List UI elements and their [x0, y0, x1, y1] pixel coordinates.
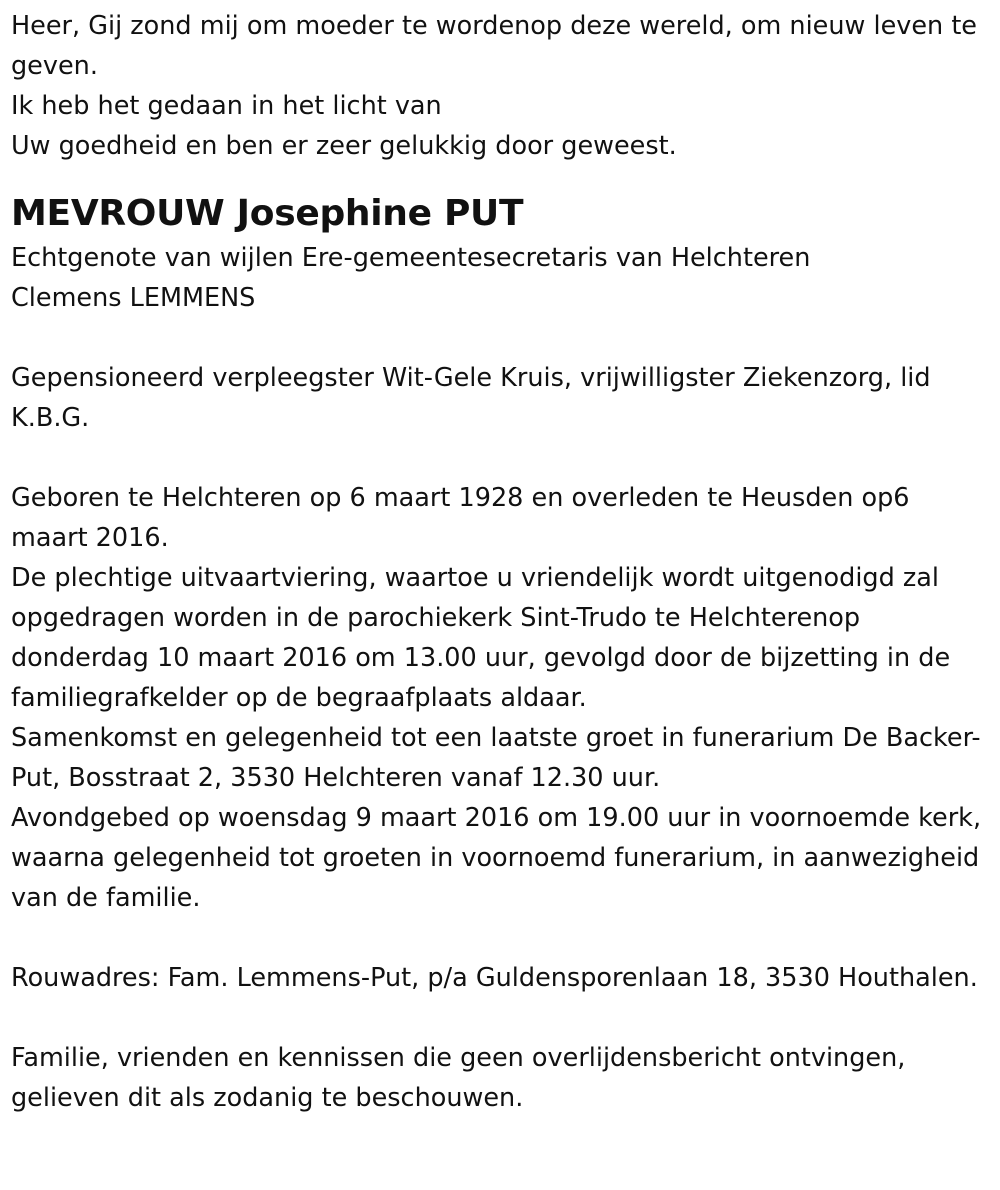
gathering-text: Samenkomst en gelegenheid tot een laatste groet in funerarium De Backer-Put, Bosstraat 2, 3530 Helchteren vanaf 12.30 uur.: [11, 723, 981, 793]
evening-prayer-text: Avondgebed op woensdag 9 maart 2016 om 19.00 uur in voornoemde kerk, waarna gelegenheid tot groeten in voornoemd funerarium, in aanwezigheid van de familie.: [11, 803, 982, 913]
intro-verse-line-2: Ik heb het gedaan in het licht van: [11, 91, 442, 121]
spacer: [11, 166, 991, 190]
relation-line-2: Clemens LEMMENS: [11, 283, 256, 313]
funeral-text: De plechtige uitvaartviering, waartoe u vriendelijk wordt uitgenodigd zal opgedragen worden in de parochiekerk Sint-Trudo te Helchterenop donderdag 10 maart 2016 om 13.00 uur, gevolgd door de bijzetting in de familiegrafkelder op de begraafplaats aldaar.: [11, 563, 951, 713]
mourning-address: Rouwadres: Fam. Lemmens-Put, p/a Guldensporenlaan 18, 3530 Houthalen.: [11, 963, 978, 993]
intro-verse-line-1: Heer, Gij zond mij om moeder te wordenop deze wereld, om nieuw leven te geven.: [11, 11, 977, 81]
occupation-text: Gepensioneerd verpleegster Wit-Gele Kruis, vrijwilligster Ziekenzorg, lid K.B.G.: [11, 363, 931, 433]
spacer: [11, 918, 991, 958]
spacer: [11, 998, 991, 1038]
closing-text: Familie, vrienden en kennissen die geen overlijdensbericht ontvingen, gelieven dit als zodanig te beschouwen.: [11, 1043, 906, 1113]
obituary-document: [11, 6, 991, 1118]
relation-line-1: Echtgenote van wijlen Ere-gemeentesecretaris van Helchteren: [11, 243, 811, 273]
birth-death-text: Geboren te Helchteren op 6 maart 1928 en overleden te Heusden op6 maart 2016.: [11, 483, 910, 553]
spacer: [11, 438, 991, 478]
intro-verse-line-3: Uw goedheid en ben er zeer gelukkig door geweest.: [11, 131, 677, 161]
spacer: [11, 318, 991, 358]
deceased-name: MEVROUW Josephine PUT: [11, 193, 524, 234]
